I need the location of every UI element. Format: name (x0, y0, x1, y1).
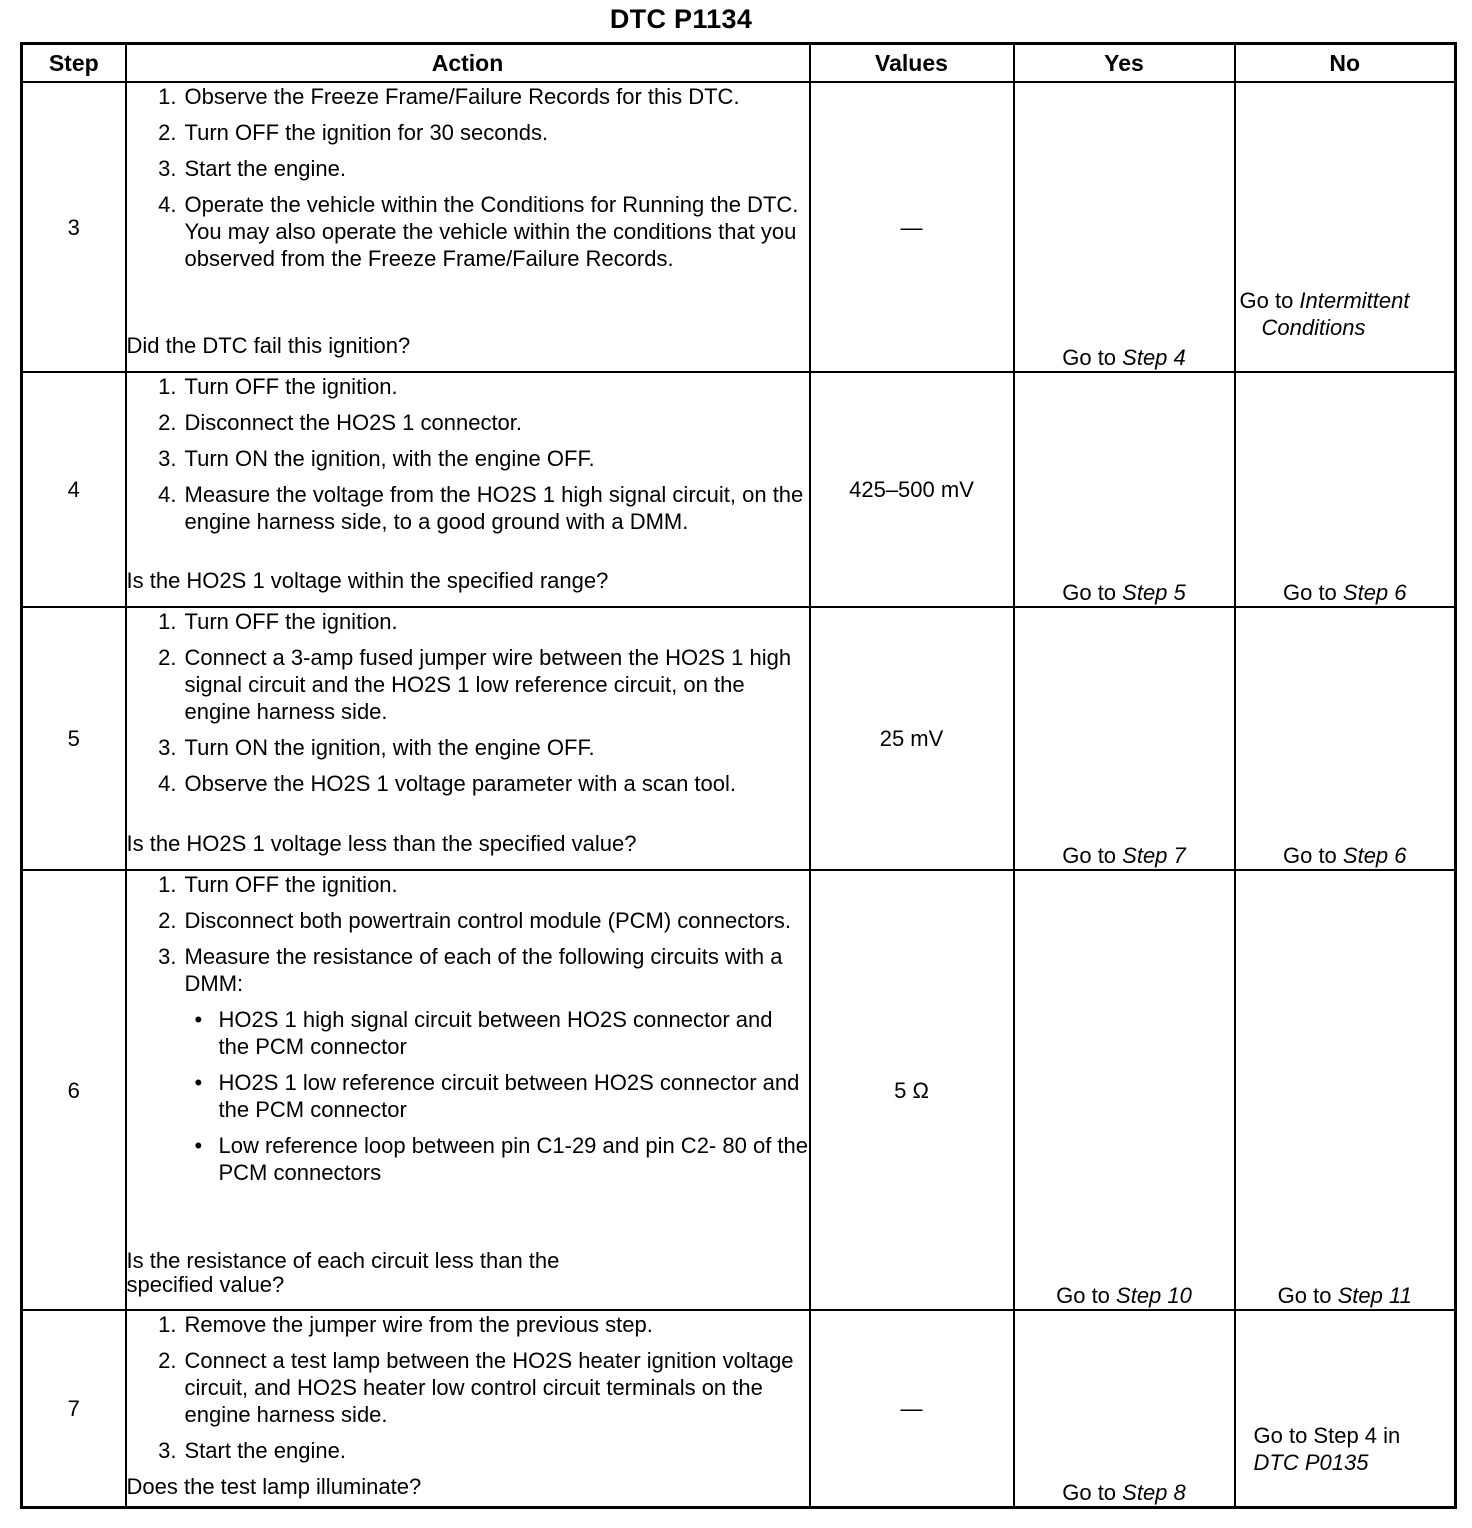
table-row (22, 870, 1456, 1310)
no-cell (1235, 1310, 1456, 1507)
question-text: Is the resistance of each circuit less than the specified value? (126, 1248, 560, 1297)
yes-cell: Go to Step 4 (1014, 82, 1235, 372)
yes-cell: Go to Step 10 (1014, 870, 1235, 1310)
no-link-continued: Conditions (1261, 315, 1366, 340)
header-row (22, 44, 1456, 83)
list-item: 3. Start the engine. (158, 156, 346, 181)
list-item: 3. Turn ON the ignition, with the engine OFF. (158, 446, 595, 471)
question-text: Does the test lamp illuminate? (126, 1474, 422, 1499)
step-number: 4 (22, 372, 126, 607)
action-list (127, 83, 809, 281)
yes-link: Step 5 (1122, 580, 1186, 605)
list-item: 1. Turn OFF the ignition. (158, 374, 398, 399)
value-cell: 425–500 mV (810, 372, 1014, 607)
action-cell (126, 82, 810, 372)
yes-cell: Go to Step 7 (1014, 607, 1235, 870)
page-title: DTC P1134 (609, 4, 753, 34)
sub-list (185, 1006, 809, 1186)
step-number: 7 (22, 1310, 126, 1507)
no-cell: Go to Step 11 (1235, 870, 1456, 1310)
bullet-item: • HO2S 1 low reference circuit between HO2S connector and the PCM connector (185, 1069, 809, 1123)
yes-link: Step 7 (1122, 843, 1186, 868)
action-list (127, 1311, 809, 1473)
no-cell: Go to Step 6 (1235, 372, 1456, 607)
list-item: 1. Remove the jumper wire from the previous step. (158, 1312, 653, 1337)
list-item: 1. Observe the Freeze Frame/Failure Records for this DTC. (158, 84, 740, 109)
diagnostic-table (20, 42, 1457, 1509)
action-list (127, 608, 809, 806)
list-item: 4. Observe the HO2S 1 voltage parameter with a scan tool. (158, 771, 737, 796)
header-action: Action (126, 44, 810, 83)
question-text: Is the HO2S 1 voltage within the specified range? (126, 568, 609, 593)
no-text: Go to Step 4 in (1253, 1422, 1401, 1448)
yes-link: Step 8 (1122, 1479, 1186, 1505)
list-item: 2. Disconnect the HO2S 1 connector. (158, 410, 523, 435)
step-number: 6 (22, 870, 126, 1310)
table-row (22, 607, 1456, 870)
list-item: 2. Connect a 3-amp fused jumper wire between the HO2S 1 high signal circuit and the HO2S 1 low reference circuit, on the engine harness side. (158, 645, 792, 724)
question-text: Is the HO2S 1 voltage less than the specified value? (126, 831, 637, 856)
list-item: 3. Turn ON the ignition, with the engine OFF. (158, 735, 595, 760)
list-item: 3. Start the engine. (158, 1438, 346, 1463)
no-link: Intermittent (1299, 288, 1410, 313)
no-link: Step 6 (1342, 843, 1407, 868)
value-cell: 25 mV (810, 607, 1014, 870)
table-row (22, 82, 1456, 372)
yes-link: Step 10 (1116, 1283, 1192, 1308)
yes-link: Step 4 (1122, 345, 1186, 370)
action-cell (126, 372, 810, 607)
question-text: Did the DTC fail this ignition? (126, 333, 411, 358)
step-number: 3 (22, 82, 126, 372)
action-cell (126, 870, 810, 1310)
no-link: DTC P0135 (1253, 1449, 1369, 1475)
value-cell: — (810, 82, 1014, 372)
list-item: 1. Turn OFF the ignition. (158, 609, 398, 634)
bullet-item: • HO2S 1 high signal circuit between HO2S connector and the PCM connector (185, 1006, 809, 1060)
no-link: Step 6 (1342, 580, 1407, 605)
no-cell: Go to Intermittent Conditions (1235, 82, 1456, 372)
list-item: 3. Measure the resistance of each of the following circuits with a DMM: • HO2S 1 high signal circuit between HO2S connector and the PCM connector • HO2S 1 low reference circuit between HO2S connector and the PCM connector • Low reference loop between pin C1-29 and pin C2- 80 of the PCM connectors (127, 943, 809, 1186)
value-cell: — (810, 1310, 1014, 1507)
list-item: 2. Connect a test lamp between the HO2S heater ignition voltage circuit, and HO2S heater low control circuit terminals on the engine harness side. (158, 1348, 794, 1427)
header-step: Step (22, 44, 126, 83)
action-cell (126, 607, 810, 870)
bullet-item: • Low reference loop between pin C1-29 and pin C2- 80 of the PCM connectors (185, 1132, 809, 1186)
no-link: Step 11 (1337, 1283, 1412, 1308)
no-cell: Go to Step 6 (1235, 607, 1456, 870)
header-yes: Yes (1014, 44, 1235, 83)
list-item: 2. Disconnect both powertrain control module (PCM) connectors. (158, 908, 791, 933)
action-cell (126, 1310, 810, 1507)
header-no: No (1235, 44, 1456, 83)
header-values: Values (810, 44, 1014, 83)
list-item: 4. Measure the voltage from the HO2S 1 high signal circuit, on the engine harness side, to a good ground with a DMM. (158, 482, 804, 534)
list-item: 4. Operate the vehicle within the Conditions for Running the DTC. You may also operate the vehicle within the conditions that you observed from the Freeze Frame/Failure Records. (158, 192, 799, 271)
step-number: 5 (22, 607, 126, 870)
yes-cell: Go to Step 5 (1014, 372, 1235, 607)
value-cell: 5 Ω (810, 870, 1014, 1310)
yes-cell: Go to Step 8 (1014, 1310, 1235, 1507)
action-list (127, 373, 809, 544)
table-row (22, 372, 1456, 607)
action-list (127, 871, 809, 1195)
table-row (22, 1310, 1456, 1507)
list-item: 2. Turn OFF the ignition for 30 seconds. (158, 120, 549, 145)
list-item: 1. Turn OFF the ignition. (158, 872, 398, 897)
